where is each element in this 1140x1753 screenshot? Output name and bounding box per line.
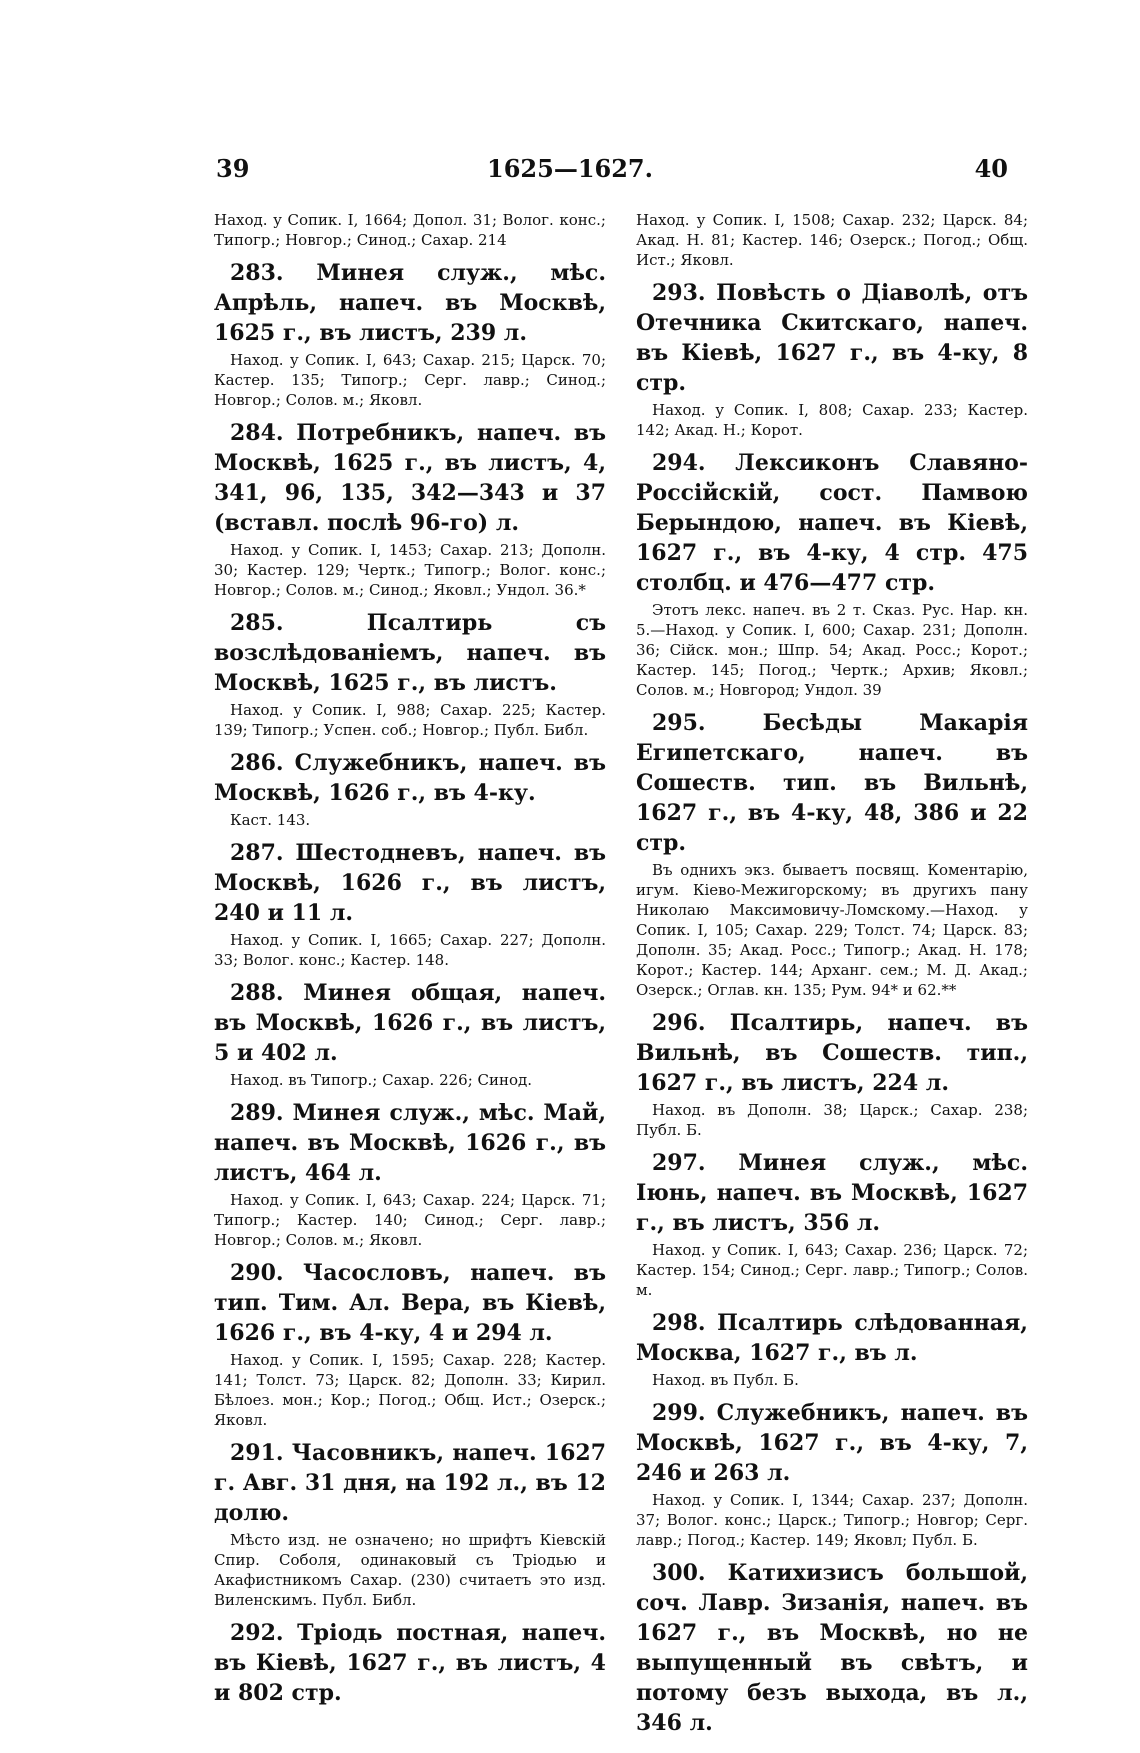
- entry-description: постная, напеч. въ Кіевѣ, 1627 г., въ листъ, 4 и 802 стр.: [214, 1620, 606, 1706]
- entry-heading: [636, 448, 1028, 598]
- entry-title: Шестодневъ,: [295, 840, 466, 866]
- entry-note: Наход. у Сопик. I, 988; Сахар. 225; Кастер. 139; Типогр.; Успен. соб.; Новгор.; Публ. Библ.: [214, 701, 606, 739]
- entry-note: Наход. у Сопик. I, 1344; Сахар. 237; Дополн. 37; Волог. конс.; Царск.; Типогр.; Новгор; Серг. лавр.; Погод.; Кастер. 149; Яковл; Публ. Б.: [636, 1491, 1028, 1549]
- entry-heading: [214, 748, 606, 808]
- entry-title: Минея: [292, 1100, 381, 1126]
- entry-title: Минея: [303, 980, 392, 1006]
- catalog-entry: [636, 1558, 1028, 1738]
- entry-number: 289.: [230, 1100, 284, 1126]
- right-continuation-note: Наход. у Сопик. I, 1508; Сахар. 232; Царск. 84; Акад. Н. 81; Кастер. 146; Озерск.; Погод.; Общ. Ист.; Яковл.: [636, 211, 1028, 269]
- entry-title: Тріодь: [297, 1620, 383, 1646]
- entry-heading: [214, 978, 606, 1068]
- entry-title: Лексиконъ: [735, 450, 880, 476]
- catalog-entry: [214, 748, 606, 830]
- entry-heading: [214, 258, 606, 348]
- entry-number: 285.: [230, 610, 284, 636]
- entry-number: 293.: [652, 280, 706, 306]
- entry-note: Наход. у Сопик. I, 1453; Сахар. 213; Дополн. 30; Кастер. 129; Чертк.; Типогр.; Волог. конс.; Новгор.; Солов. м.; Синод.; Яковл.; Ундол. 36.*: [214, 541, 606, 599]
- entry-description: напеч. въ Москвѣ, 1625 г., въ листъ, 4, 341, 96, 135, 342—343 и 37 (вставл. послѣ 96-го) л.: [214, 420, 606, 536]
- catalog-entry: [214, 608, 606, 740]
- entry-note: Мѣсто изд. не означено; но шрифтъ Кіевскій Спир. Соболя, одинаковый съ Тріодью и Акафистникомъ Сахар. (230) считаетъ это изд. Виленскимъ. Публ. Библ.: [214, 1531, 606, 1609]
- entry-number: 284.: [230, 420, 284, 446]
- entry-description: общая, напеч. въ Москвѣ, 1626 г., въ листъ, 5 и 402 л.: [214, 980, 606, 1066]
- entry-number: 286.: [230, 750, 284, 776]
- entry-note: Наход. въ Дополн. 38; Царск.; Сахар. 238; Публ. Б.: [636, 1101, 1028, 1139]
- left-column: [214, 210, 606, 1716]
- entry-description: о Діаволѣ, отъ Отечника Скитскаго, напеч. въ Кіевѣ, 1627 г., въ 4-ку, 8 стр.: [636, 280, 1028, 396]
- catalog-entry: [214, 838, 606, 970]
- catalog-entry: [636, 1308, 1028, 1390]
- catalog-entry: [636, 278, 1028, 440]
- right-entries: [636, 278, 1028, 1738]
- entry-heading: [636, 1008, 1028, 1098]
- entry-number: 300.: [652, 1560, 706, 1586]
- entry-number: 288.: [230, 980, 284, 1006]
- entry-description: Славяно-Россійскій, сост. Памвою Берындою, напеч. въ Кіевѣ, 1627 г., въ 4-ку, 4 стр. 475 столбц. и 476—477 стр.: [636, 450, 1028, 596]
- entry-note: Наход. въ Публ. Б.: [652, 1371, 799, 1389]
- entry-heading: [214, 1098, 606, 1188]
- entry-title: Бесѣды: [762, 710, 863, 736]
- entry-title: Потребникъ,: [296, 420, 465, 446]
- entry-note: Каст. 143.: [230, 811, 311, 829]
- catalog-entry: [214, 258, 606, 410]
- entry-heading: [636, 1308, 1028, 1368]
- entry-number: 292.: [230, 1620, 284, 1646]
- entry-title: Псалтирь: [717, 1310, 843, 1336]
- entry-heading: [636, 278, 1028, 398]
- catalog-entry: [636, 1398, 1028, 1550]
- entry-description: служ., мѣс. Май, напеч. въ Москвѣ, 1626 г., въ листъ, 464 л.: [214, 1100, 606, 1186]
- catalog-entry: [214, 1618, 606, 1708]
- entry-description: слѣдованная, Москва, 1627 г., въ л.: [636, 1310, 1028, 1366]
- entry-heading: [214, 1438, 606, 1528]
- entry-note: Наход. у Сопик. I, 643; Сахар. 236; Царск. 72; Кастер. 154; Синод.; Серг. лавр.; Типогр.; Солов. м.: [636, 1241, 1028, 1299]
- entry-description: напеч. въ Москвѣ, 1626 г., въ 4-ку.: [214, 750, 606, 806]
- right-page-number: 40: [974, 154, 1008, 183]
- entry-number: 291.: [230, 1440, 284, 1466]
- entry-number: 290.: [230, 1260, 284, 1286]
- entry-description: напеч. въ Москвѣ, 1626 г., въ листъ, 240 и 11 л.: [214, 840, 606, 926]
- entry-number: 297.: [652, 1150, 706, 1176]
- entry-note: Въ однихъ экз. бываетъ посвящ. Коментарію, игум. Кіево-Межигорскому; въ другихъ пану Николаю Максимовичу-Ломскому.—Наход. у Сопик. I, 105; Сахар. 229; Толст. 74; Царск. 83; Дополн. 35; Акад. Росс.; Типогр.; Акад. Н. 178; Корот.; Кастер. 144; Арханг. сем.; М. Д. Акад.; Озерск.; Оглав. кн. 135; Рум. 94* и 62.**: [636, 861, 1028, 999]
- entry-heading: [636, 1558, 1028, 1738]
- entry-note: Наход. у Сопик. I, 1665; Сахар. 227; Дополн. 33; Волог. конс.; Кастер. 148.: [214, 931, 606, 969]
- year-range-title: 1625—1627.: [487, 154, 653, 183]
- entry-note: Наход. въ Типогр.; Сахар. 226; Синод.: [230, 1071, 533, 1089]
- entry-heading: [214, 418, 606, 538]
- entry-number: 294.: [652, 450, 706, 476]
- entry-heading: [214, 1258, 606, 1348]
- catalog-entry: [214, 418, 606, 600]
- catalog-entry: [214, 978, 606, 1090]
- entry-description: большой, соч. Лавр. Зизанія, напеч. въ 1627 г., въ Москвѣ, но не выпущенный въ свѣтъ, и потому безъ выхода, въ л., 346 л.: [636, 1560, 1028, 1736]
- page-header: [0, 154, 1140, 194]
- entry-title: Псалтирь,: [729, 1010, 864, 1036]
- entry-note: Наход. у Сопик. I, 643; Сахар. 224; Царск. 71; Типогр.; Кастер. 140; Синод.; Серг. лавр.; Новгор.; Солов. м.; Яковл.: [214, 1191, 606, 1249]
- entry-heading: [214, 838, 606, 928]
- catalog-entry: [636, 1008, 1028, 1140]
- entry-title: Часословъ,: [302, 1260, 451, 1286]
- entry-description: съ возслѣдованіемъ, напеч. въ Москвѣ, 1625 г., въ листъ.: [214, 610, 606, 696]
- entry-heading: [636, 1398, 1028, 1488]
- entry-title: Служебникъ,: [716, 1400, 890, 1426]
- catalog-entry: [636, 708, 1028, 1000]
- entry-title: Катихизисъ: [727, 1560, 884, 1586]
- catalog-entry: [636, 1148, 1028, 1300]
- entry-description: напеч. 1627 г. Авг. 31 дня, на 192 л., въ 12 долю.: [214, 1440, 606, 1526]
- entry-heading: [636, 708, 1028, 858]
- right-column: [636, 210, 1028, 1746]
- entry-number: 296.: [652, 1010, 706, 1036]
- entry-description: напеч. въ Москвѣ, 1627 г., въ 4-ку, 7, 246 и 263 л.: [636, 1400, 1028, 1486]
- entry-description: напеч. въ Вильнѣ, въ Сошеств. тип., 1627 г., въ листъ, 224 л.: [636, 1010, 1028, 1096]
- catalog-entry: [214, 1098, 606, 1250]
- entry-title: Часовникъ,: [291, 1440, 445, 1466]
- entry-note: Наход. у Сопик. I, 808; Сахар. 233; Кастер. 142; Акад. Н.; Корот.: [636, 401, 1028, 439]
- catalog-entry: [214, 1258, 606, 1430]
- entry-description: Макарія Египетскаго, напеч. въ Сошеств. тип. въ Вильнѣ, 1627 г., въ 4-ку, 48, 386 и 22 стр.: [636, 710, 1028, 856]
- entry-number: 283.: [230, 260, 284, 286]
- left-page-number: 39: [216, 154, 250, 183]
- catalog-entry: [214, 1438, 606, 1610]
- entry-description: служ., мѣс. Іюнь, напеч. въ Москвѣ, 1627 г., въ листъ, 356 л.: [636, 1150, 1028, 1236]
- entry-title: Служебникъ,: [294, 750, 468, 776]
- left-entries: [214, 258, 606, 1708]
- entry-note: Наход. у Сопик. I, 1595; Сахар. 228; Кастер. 141; Толст. 73; Царск. 82; Дополн. 33; Кирил. Бѣлоез. мон.; Кор.; Погод.; Общ. Ист.; Озерск.; Яковл.: [214, 1351, 606, 1429]
- entry-title: Минея: [738, 1150, 827, 1176]
- entry-number: 287.: [230, 840, 284, 866]
- entry-title: Минея: [316, 260, 405, 286]
- entry-note: Этотъ лекс. напеч. въ 2 т. Сказ. Рус. Нар. кн. 5.—Наход. у Сопик. I, 600; Сахар. 231; Дополн. 36; Сійск. мон.; Шпр. 54; Акад. Росс.; Корот.; Кастер. 145; Погод.; Чертк.; Архив; Яковл.; Солов. м.; Новгород; Ундол. 39: [636, 601, 1028, 699]
- entry-heading: [214, 1618, 606, 1708]
- entry-number: 295.: [652, 710, 706, 736]
- catalog-entry: [636, 448, 1028, 700]
- entry-description: служ., мѣс. Апрѣль, напеч. въ Москвѣ, 1625 г., въ листъ, 239 л.: [214, 260, 606, 346]
- entry-heading: [214, 608, 606, 698]
- entry-heading: [636, 1148, 1028, 1238]
- entry-title: Псалтирь: [366, 610, 493, 636]
- entry-number: 298.: [652, 1310, 706, 1336]
- entry-description: напеч. въ тип. Тим. Ал. Вера, въ Кіевѣ, 1626 г., въ 4-ку, 4 и 294 л.: [214, 1260, 606, 1346]
- left-continuation-note: Наход. у Сопик. I, 1664; Допол. 31; Волог. конс.; Типогр.; Новгор.; Синод.; Сахар. 214: [214, 211, 606, 249]
- entry-note: Наход. у Сопик. I, 643; Сахар. 215; Царск. 70; Кастер. 135; Типогр.; Серг. лавр.; Синод.; Новгор.; Солов. м.; Яковл.: [214, 351, 606, 409]
- entry-title: Повѣсть: [716, 280, 826, 306]
- entry-number: 299.: [652, 1400, 706, 1426]
